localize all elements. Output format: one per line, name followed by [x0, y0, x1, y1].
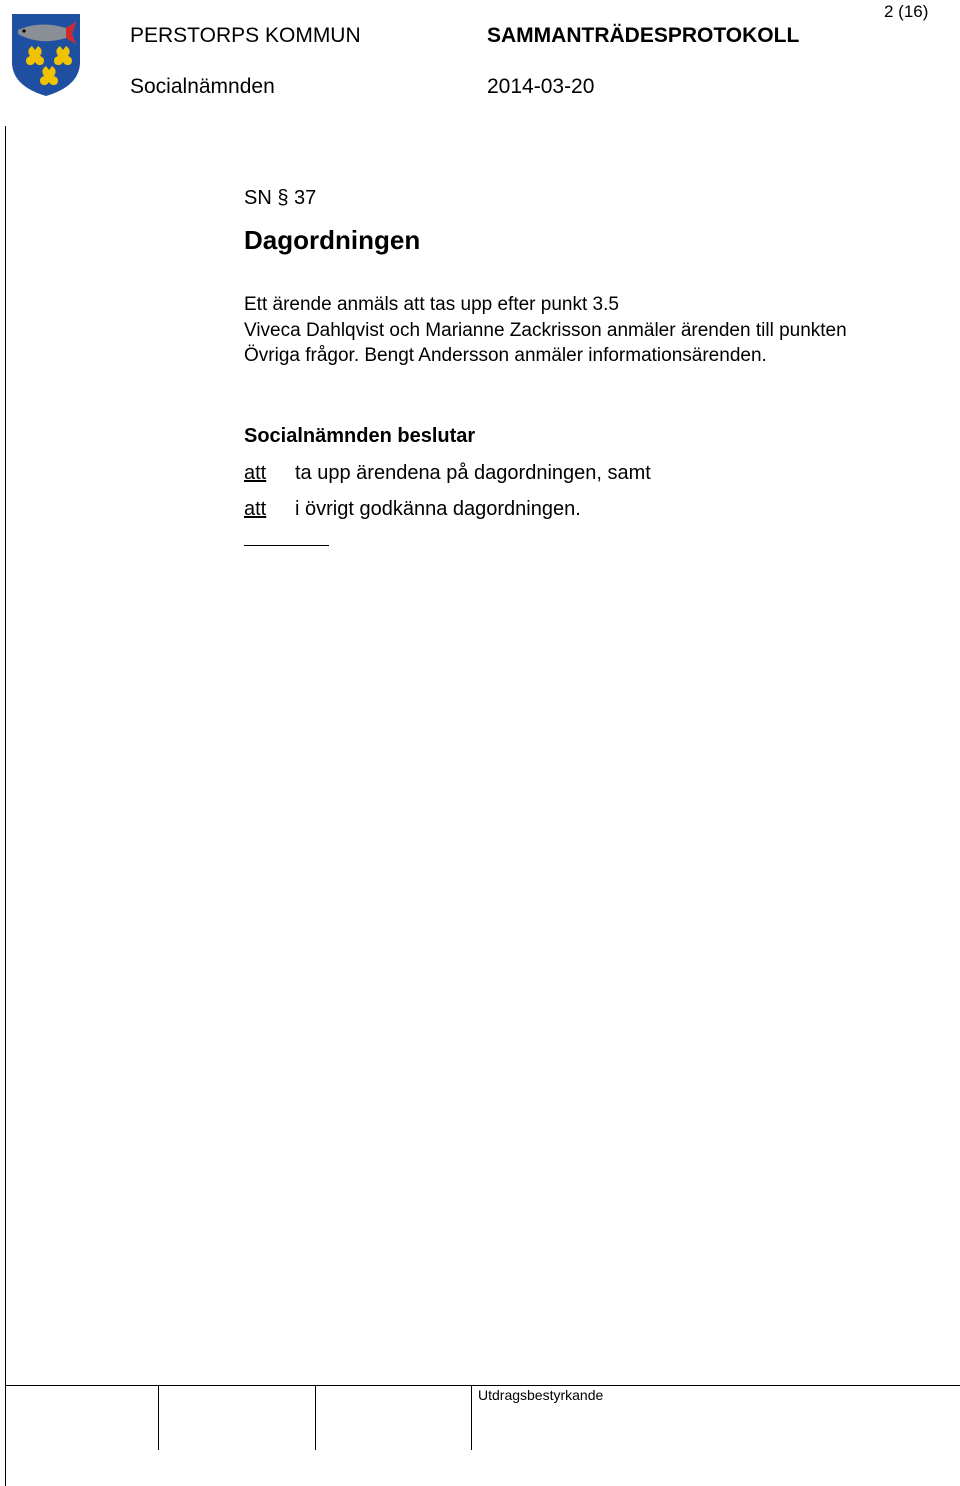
section-body	[244, 292, 884, 369]
signature-box-divider	[315, 1386, 316, 1450]
decision-text: ta upp ärendena på dagordningen, samt	[295, 462, 651, 484]
meeting-date: 2014-03-20	[487, 75, 595, 98]
decision-text: i övrigt godkänna dagordningen.	[295, 498, 581, 520]
left-margin-rule	[5, 126, 6, 1486]
body-paragraph: Ett ärende anmäls att tas upp efter punkt 3.5	[244, 294, 619, 315]
footer-rule	[5, 1385, 960, 1386]
committee-name: Socialnämnden	[130, 75, 275, 98]
section-title: Dagordningen	[244, 225, 421, 255]
section-end-rule	[244, 545, 329, 546]
decision-marker: att	[244, 498, 267, 520]
page-number: 2 (16)	[884, 2, 929, 21]
decision-heading: Socialnämnden beslutar	[244, 425, 476, 447]
body-paragraph: Viveca Dahlqvist och Marianne Zackrisson anmäler ärenden till punkten Övriga frågor. Bengt Andersson anmäler informationsärenden.	[244, 319, 847, 366]
signature-box-divider	[158, 1386, 159, 1450]
certification-label: Utdragsbestyrkande	[478, 1387, 604, 1403]
coat-of-arms-icon	[10, 12, 82, 98]
signature-box-divider	[471, 1386, 472, 1450]
document-type: SAMMANTRÄDESPROTOKOLL	[487, 24, 800, 47]
municipality-name: PERSTORPS KOMMUN	[130, 24, 361, 47]
section-number: SN § 37	[244, 187, 317, 209]
decision-item	[244, 498, 581, 521]
decision-item	[244, 462, 651, 485]
decision-marker: att	[244, 462, 267, 484]
